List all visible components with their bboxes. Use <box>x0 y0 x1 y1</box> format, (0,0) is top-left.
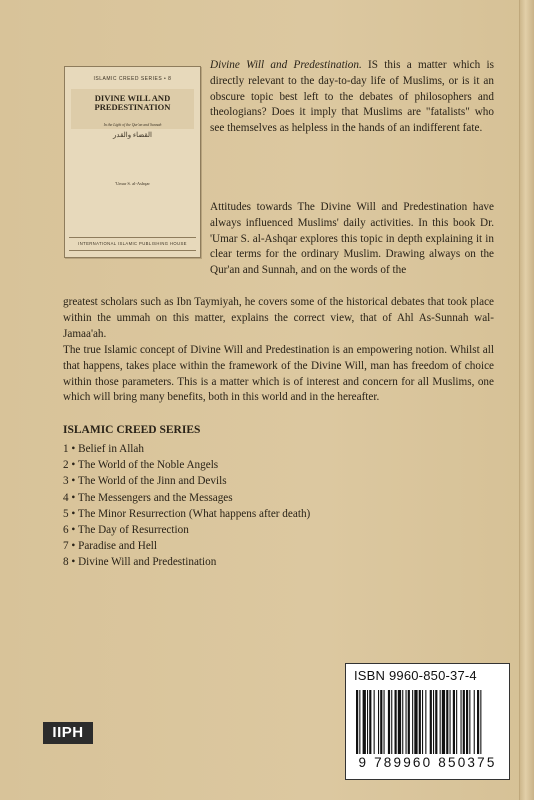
isbn-label: ISBN 9960-850-37-4 <box>354 668 477 683</box>
thumbnail-series-label: ISLAMIC CREED SERIES • 8 <box>93 76 172 82</box>
series-item: 6 • The Day of Resurrection <box>63 524 189 537</box>
barcode-icon <box>356 690 499 754</box>
series-item: 4 • The Messengers and the Messages <box>63 491 233 504</box>
blurb-paragraph-1 <box>210 58 494 137</box>
isbn-barcode-block <box>345 663 510 780</box>
thumbnail-publisher: INTERNATIONAL ISLAMIC PUBLISHING HOUSE <box>69 237 196 251</box>
series-item: 2 • The World of the Noble Angels <box>63 459 219 472</box>
publisher-logo: IIPH <box>43 722 93 744</box>
book-thumbnail <box>64 66 201 258</box>
spine-edge <box>519 0 534 800</box>
thumbnail-author: 'Umar S. al-Ashqar <box>115 181 150 186</box>
thumbnail-arabic-title: القضاء والقدر <box>113 131 152 139</box>
series-item: 8 • Divine Will and Predestination <box>63 556 217 569</box>
thumbnail-subtitle: In the Light of the Qur'an and Sunnah <box>103 123 162 127</box>
series-list <box>63 441 310 571</box>
blurb-book-title: Divine Will and Predestination. <box>210 59 362 71</box>
thumbnail-title: DIVINE WILL AND PREDESTINATION <box>94 93 171 112</box>
series-heading: ISLAMIC CREED SERIES <box>63 424 201 436</box>
series-item: 7 • Paradise and Hell <box>63 540 158 553</box>
blurb-paragraph-2-continued: greatest scholars such as Ibn Taymiyah, he covers some of the historical debates that took place within the ummah on this matter, explains the correct view, that of Ahl As-Sunnah wal-Jamaa'ah. <box>63 296 494 340</box>
blurb-paragraph-3: The true Islamic concept of Divine Will and Predestination is an empowering notion. Whilst all that happens, takes place within the framework of the Divine Will, man has freedom of choice within those parameters. This is a matter which is of interest and concern for all Muslims, one which will bring many benefits, both in this world and in the hereafter. <box>63 344 494 404</box>
series-item: 1 • Belief in Allah <box>63 443 144 455</box>
series-item: 5 • The Minor Resurrection (What happens after death) <box>63 507 311 520</box>
series-item: 3 • The World of the Jinn and Devils <box>63 475 227 488</box>
blurb-paragraph-2: Attitudes towards The Divine Will and Predestination have always influenced Muslims' daily activities. In this book Dr. 'Umar S. al-Ashqar explores this topic in depth explaining it in clear terms for the ordinary Muslim. Drawing always on the Qur'an and Sunnah, and on the words of the <box>210 201 494 277</box>
blurb-paragraph-1-text: IS this a matter which is directly relevant to the day-to-day life of Muslims, or is it an obscure topic best left to the debates of philosophers and theologians? Does it imply that Muslims are "fatalists" who see themselves as helpless in the hands of an indifferent fate. <box>210 59 494 135</box>
barcode-digits: 9 789960 850375 <box>358 755 497 770</box>
